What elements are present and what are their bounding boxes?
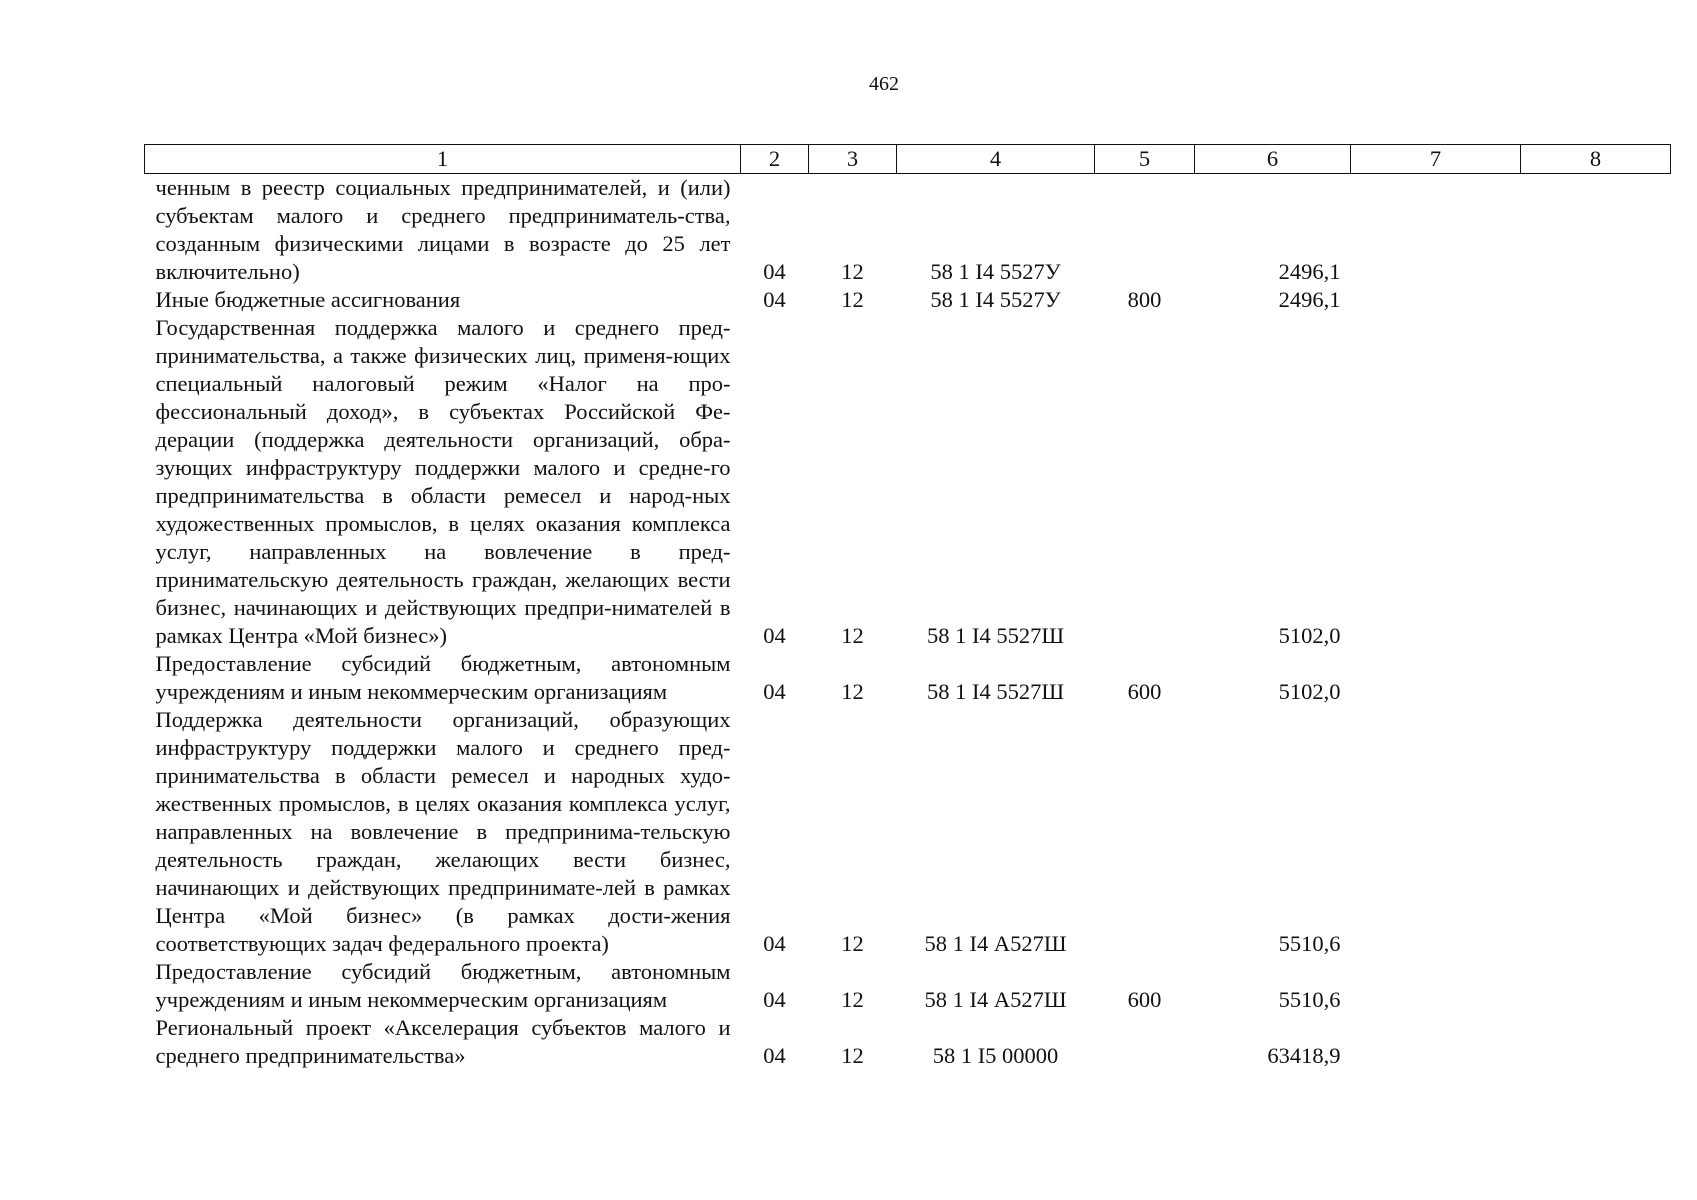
row-section-code: 04	[763, 931, 786, 956]
row-col7	[1351, 314, 1521, 650]
row-amount: 5102,0	[1278, 623, 1341, 648]
row-section-code: 04	[763, 1043, 786, 1068]
row-col7	[1351, 650, 1521, 706]
row-expense-type: 800	[1127, 287, 1162, 312]
row-section-code: 04	[763, 987, 786, 1012]
budget-table	[144, 144, 1671, 1070]
row-target-article: 58 1 I4 5527У	[930, 259, 1061, 284]
column-header: 7	[1351, 145, 1521, 174]
row-description: Региональный проект «Акселерация субъектов малого и среднего предпринимательства»	[155, 1015, 731, 1068]
row-col8	[1521, 1014, 1671, 1070]
row-col7	[1351, 286, 1521, 314]
row-expense-type	[1095, 174, 1195, 287]
row-target-article: 58 1 I4 А527Ш	[924, 931, 1067, 956]
row-description: Предоставление субсидий бюджетным, автономным учреждениям и иным некоммерческим организациям	[155, 651, 731, 704]
row-amount: 63418,9	[1267, 1043, 1341, 1068]
column-header: 8	[1521, 145, 1671, 174]
page-number: 462	[869, 73, 899, 95]
row-expense-type: 600	[1127, 679, 1162, 704]
row-subsection-code: 12	[841, 287, 864, 312]
row-col8	[1521, 706, 1671, 958]
row-description: Поддержка деятельности организаций, образующих инфраструктуру поддержки малого и среднего пред-принимательства в области ремесел и народных худо-жественных промыслов, в целях оказания комплекса услуг, направленных на вовлечение в предпринима-тельскую деятельность граждан, желающих вести бизнес, начинающих и действующих предпринимате-лей в рамках Центра «Мой бизнес» (в рамках дости-жения соответствующих задач федерального проекта)	[155, 707, 731, 956]
row-section-code: 04	[763, 679, 786, 704]
row-target-article: 58 1 I4 5527Ш	[926, 623, 1065, 648]
column-header: 3	[809, 145, 897, 174]
row-section-code: 04	[763, 287, 786, 312]
row-col8	[1521, 314, 1671, 650]
row-expense-type: 600	[1127, 987, 1162, 1012]
row-section-code: 04	[763, 259, 786, 284]
row-description: Государственная поддержка малого и среднего пред-принимательства, а также физических лиц, применя-ющих специальный налоговый режим «Налог на про-фессиональный доход», в субъектах Российской Фе-дерации (поддержка деятельности организаций, обра-зующих инфраструктуру поддержки малого и средне-го предпринимательства в области ремесел и народ-ных художественных промыслов, в целях оказания комплекса услуг, направленных на вовлечение в пред-принимательскую деятельность граждан, желающих вести бизнес, начинающих и действующих предпри-нимателей в рамках Центра «Мой бизнес»)	[155, 315, 731, 648]
row-description: ченным в реестр социальных предпринимателей, и (или) субъектам малого и среднего предприниматель-ства, созданным физическими лицами в возрасте до 25 лет включительно)	[155, 175, 731, 284]
row-col8	[1521, 174, 1671, 287]
row-subsection-code: 12	[841, 259, 864, 284]
row-col7	[1351, 174, 1521, 287]
row-amount: 5510,6	[1278, 987, 1341, 1012]
table-row	[145, 706, 1671, 958]
row-amount: 2496,1	[1278, 259, 1341, 284]
column-header: 6	[1195, 145, 1351, 174]
table-row	[145, 286, 1671, 314]
row-subsection-code: 12	[841, 931, 864, 956]
row-col7	[1351, 706, 1521, 958]
row-section-code: 04	[763, 623, 786, 648]
row-subsection-code: 12	[841, 1043, 864, 1068]
table-row	[145, 314, 1671, 650]
row-target-article: 58 1 I4 5527У	[930, 287, 1061, 312]
row-amount: 5510,6	[1278, 931, 1341, 956]
header-row	[145, 145, 1671, 174]
table-row	[145, 958, 1671, 1014]
row-subsection-code: 12	[841, 623, 864, 648]
row-description: Иные бюджетные ассигнования	[155, 287, 461, 312]
row-col8	[1521, 958, 1671, 1014]
row-target-article: 58 1 I4 А527Ш	[924, 987, 1067, 1012]
table-row	[145, 1014, 1671, 1070]
column-header: 2	[741, 145, 809, 174]
row-amount: 2496,1	[1278, 287, 1341, 312]
row-col8	[1521, 286, 1671, 314]
row-expense-type	[1095, 706, 1195, 958]
row-target-article: 58 1 I4 5527Ш	[926, 679, 1065, 704]
row-amount: 5102,0	[1278, 679, 1341, 704]
row-col7	[1351, 1014, 1521, 1070]
row-subsection-code: 12	[841, 679, 864, 704]
row-col8	[1521, 650, 1671, 706]
row-expense-type	[1095, 314, 1195, 650]
column-header: 1	[145, 145, 741, 174]
row-col7	[1351, 958, 1521, 1014]
row-target-article: 58 1 I5 00000	[932, 1043, 1059, 1068]
row-expense-type	[1095, 1014, 1195, 1070]
column-header: 4	[897, 145, 1095, 174]
table-row	[145, 174, 1671, 287]
row-subsection-code: 12	[841, 987, 864, 1012]
column-header: 5	[1095, 145, 1195, 174]
table-row	[145, 650, 1671, 706]
row-description: Предоставление субсидий бюджетным, автономным учреждениям и иным некоммерческим организациям	[155, 959, 731, 1012]
